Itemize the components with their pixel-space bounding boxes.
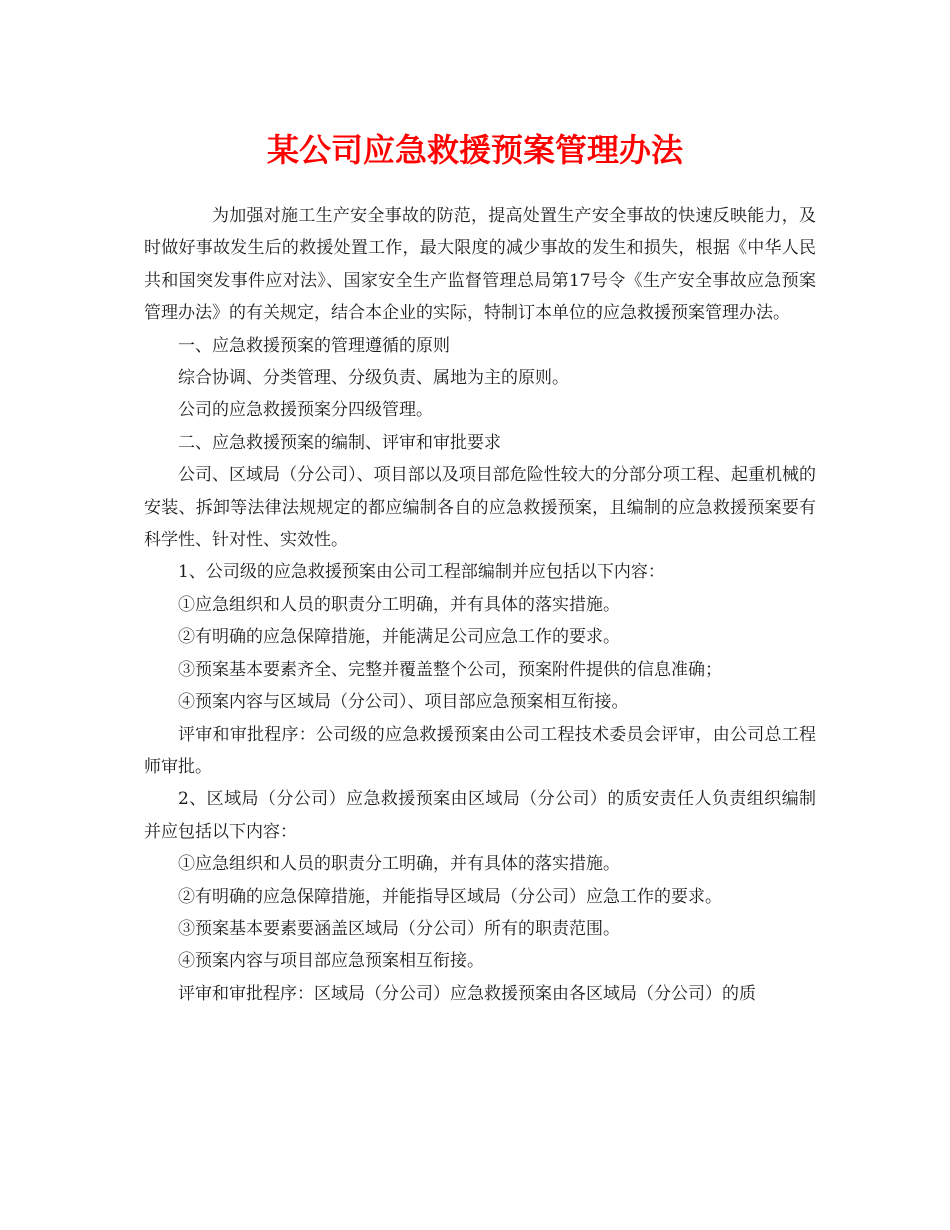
document-title: 某公司应急救援预案管理办法 — [266, 131, 683, 169]
paragraph: 综合协调、分类管理、分级负责、属地为主的原则。 — [178, 368, 569, 389]
list-item: ④预案内容与项目部应急预案相互衔接。 — [178, 951, 484, 972]
paragraph: 公司、区域局（分公司）、项目部以及项目部危险性较大的分部分项工程、起重机械的安装、拆卸等法律法规规定的都应编制各自的应急救援预案，且编制的应急救援预案要有科学性、针对性、实效性。 — [144, 465, 816, 551]
list-item: ③预案基本要素要涵盖区域局（分公司）所有的职责范围。 — [178, 918, 620, 939]
paragraph: 公司的应急救援预案分四级管理。 — [178, 400, 433, 421]
list-item: ①应急组织和人员的职责分工明确，并有具体的落实措施。 — [178, 594, 620, 615]
paragraph-intro: 为加强对施工生产安全事故的防范，提高处置生产安全事故的快速反映能力，及时做好事故发生后的救援处置工作，最大限度的减少事故的发生和损失，根据《中华人民共和国突发事件应对法》、国家安全生产监督管理总局第17号令《生产安全事故应急预案管理办法》的有关规定，结合本企业的实际，特制订本单位的应急救援预案管理办法。 — [144, 206, 816, 324]
paragraph: 2、区域局（分公司）应急救援预案由区域局（分公司）的质安责任人负责组织编制并应包括以下内容： — [144, 789, 816, 842]
list-item: ③预案基本要素齐全、完整并覆盖整个公司，预案附件提供的信息准确； — [178, 659, 722, 680]
section-heading-requirements: 二、应急救援预案的编制、评审和审批要求 — [178, 432, 501, 453]
list-item: ④预案内容与区域局（分公司）、项目部应急预案相互衔接。 — [178, 692, 629, 713]
section-heading-principles: 一、应急救援预案的管理遵循的原则 — [178, 335, 450, 356]
paragraph: 评审和审批程序：区域局（分公司）应急救援预案由各区域局（分公司）的质 — [178, 983, 756, 1004]
paragraph: 1、公司级的应急救援预案由公司工程部编制并应包括以下内容： — [178, 562, 665, 583]
list-item: ②有明确的应急保障措施，并能满足公司应急工作的要求。 — [178, 627, 620, 648]
list-item: ①应急组织和人员的职责分工明确，并有具体的落实措施。 — [178, 854, 620, 875]
paragraph: 评审和审批程序：公司级的应急救援预案由公司工程技术委员会评审，由公司总工程师审批。 — [144, 724, 816, 777]
document-body — [144, 200, 816, 1010]
list-item: ②有明确的应急保障措施，并能指导区域局（分公司）应急工作的要求。 — [178, 886, 722, 907]
